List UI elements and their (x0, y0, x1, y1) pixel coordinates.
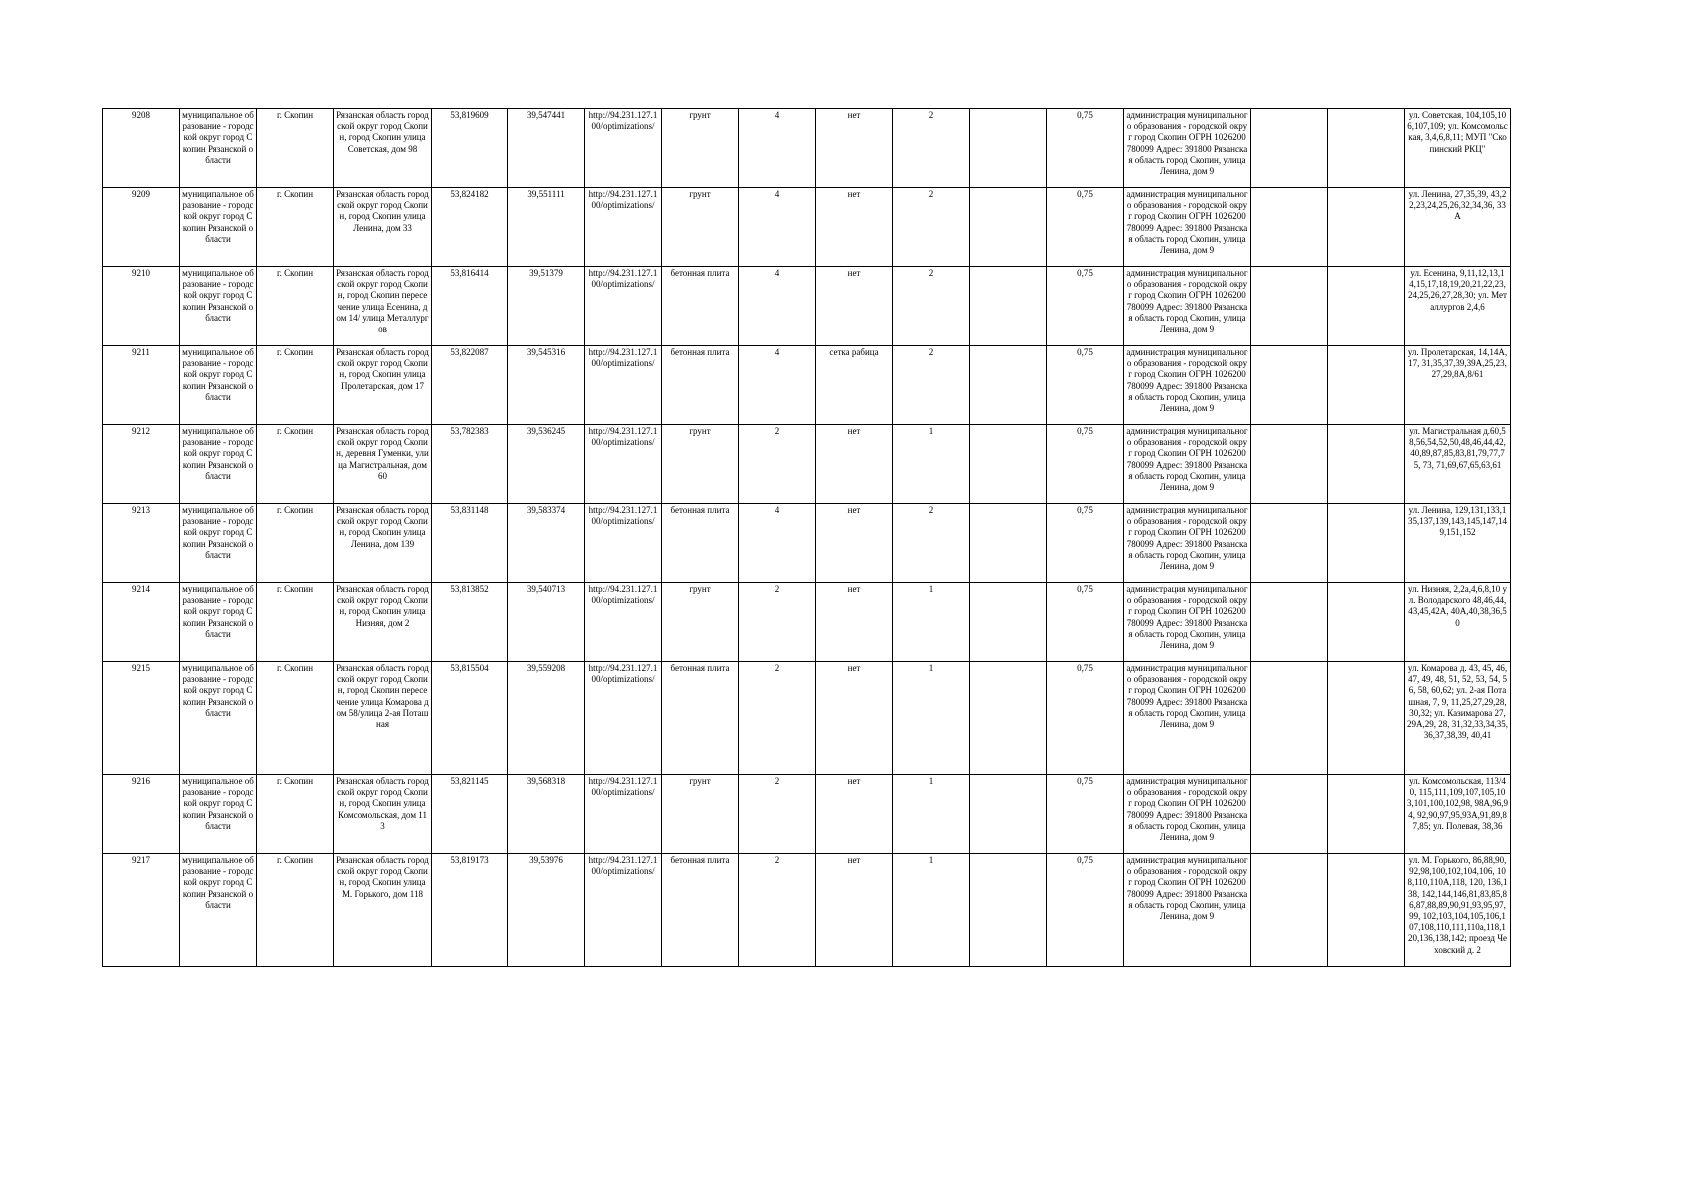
table-row (103, 583, 1511, 662)
link-cell: http://94.231.127.100/optimizations/ (585, 346, 662, 425)
latitude-cell: 53,821145 (432, 775, 508, 854)
town-cell: г. Скопин (257, 775, 334, 854)
operator-cell: администрация муниципального образования - городской округ город Скопин ОГРН 1026200780099 Адрес: 391800 Рязанская область город Скопин, улица Ленина, дом 9 (1124, 504, 1251, 583)
location-cell: Рязанская область городской округ город Скопин, город Скопин пересечение улица Комарова дом 58/улица 2-ая Поташная (334, 662, 432, 775)
longitude-cell: 39,545316 (508, 346, 585, 425)
location-cell: Рязанская область городской округ город Скопин, город Скопин улица Советская, дом 98 (334, 109, 432, 188)
sources-cell: ул. Ленина, 129,131,133,135,137,139,143,145,147,149,151,152 (1405, 504, 1511, 583)
area-cell: 4 (739, 188, 816, 267)
location-cell: Рязанская область городской округ город Скопин, город Скопин улица Ленина, дом 33 (334, 188, 432, 267)
sources-cell: ул. М. Горького, 86,88,90,92,98,100,102,104,106, 108,110,110А,118, 120, 136,138, 142,144,146,81,83,85,86,87,88,89,90,91,93,95,97,99, 102,103,104,105,106,107,108,110,111,110а,118,120,136,138,142; проезд Чеховский д. 2 (1405, 854, 1511, 967)
table-row (103, 775, 1511, 854)
table-row (103, 425, 1511, 504)
row-id-cell: 9214 (103, 583, 180, 662)
area-cell: 4 (739, 267, 816, 346)
blank-cell-1 (1251, 425, 1328, 504)
blank-cell-2 (1328, 583, 1405, 662)
operator-cell: администрация муниципального образования - городской округ город Скопин ОГРН 1026200780099 Адрес: 391800 Рязанская область город Скопин, улица Ленина, дом 9 (1124, 662, 1251, 775)
town-cell: г. Скопин (257, 854, 334, 967)
owner-cell: муниципальное образование - городской округ город Скопин Рязанской области (180, 854, 257, 967)
owner-cell: муниципальное образование - городской округ город Скопин Рязанской области (180, 504, 257, 583)
registry-table (102, 108, 1511, 967)
blank-cell-2 (1328, 346, 1405, 425)
surface-cell: бетонная плита (662, 662, 739, 775)
sources-cell: ул. Пролетарская, 14,14А,17, 31,35,37,39,39А,25,23,27,29,8А,8/61 (1405, 346, 1511, 425)
surface-cell: грунт (662, 775, 739, 854)
owner-cell: муниципальное образование - городской округ город Скопин Рязанской области (180, 662, 257, 775)
operator-cell: администрация муниципального образования - городской округ город Скопин ОГРН 1026200780099 Адрес: 391800 Рязанская область город Скопин, улица Ленина, дом 9 (1124, 109, 1251, 188)
area-cell: 2 (739, 854, 816, 967)
area-cell: 2 (739, 425, 816, 504)
latitude-cell: 53,813852 (432, 583, 508, 662)
owner-cell: муниципальное образование - городской округ город Скопин Рязанской области (180, 267, 257, 346)
sources-cell: ул. Низняя, 2,2а,4,6,8,10 ул. Володарского 48,46,44,43,45,42А, 40А,40,38,36,50 (1405, 583, 1511, 662)
owner-cell: муниципальное образование - городской округ город Скопин Рязанской области (180, 583, 257, 662)
link-cell: http://94.231.127.100/optimizations/ (585, 425, 662, 504)
longitude-cell: 39,583374 (508, 504, 585, 583)
longitude-cell: 39,547441 (508, 109, 585, 188)
location-cell: Рязанская область городской округ город Скопин, город Скопин улица Ленина, дом 139 (334, 504, 432, 583)
area-cell: 4 (739, 109, 816, 188)
registry-rows (103, 109, 1511, 967)
fence-cell: нет (816, 109, 893, 188)
extra-cell (970, 583, 1047, 662)
blank-cell-2 (1328, 854, 1405, 967)
fence-cell: нет (816, 504, 893, 583)
owner-cell: муниципальное образование - городской округ город Скопин Рязанской области (180, 188, 257, 267)
row-id-cell: 9213 (103, 504, 180, 583)
table-row (103, 662, 1511, 775)
row-id-cell: 9209 (103, 188, 180, 267)
operator-cell: администрация муниципального образования - городской округ город Скопин ОГРН 1026200780099 Адрес: 391800 Рязанская область город Скопин, улица Ленина, дом 9 (1124, 775, 1251, 854)
link-cell: http://94.231.127.100/optimizations/ (585, 504, 662, 583)
containers-cell: 2 (893, 346, 970, 425)
surface-cell: грунт (662, 425, 739, 504)
latitude-cell: 53,819609 (432, 109, 508, 188)
extra-cell (970, 188, 1047, 267)
blank-cell-1 (1251, 109, 1328, 188)
location-cell: Рязанская область городской округ город Скопин, город Скопин улица Низняя, дом 2 (334, 583, 432, 662)
surface-cell: бетонная плита (662, 504, 739, 583)
owner-cell: муниципальное образование - городской округ город Скопин Рязанской области (180, 775, 257, 854)
location-cell: Рязанская область городской округ город Скопин, город Скопин улица М. Горького, дом 118 (334, 854, 432, 967)
link-cell: http://94.231.127.100/optimizations/ (585, 583, 662, 662)
blank-cell-1 (1251, 188, 1328, 267)
blank-cell-2 (1328, 775, 1405, 854)
table-row (103, 267, 1511, 346)
town-cell: г. Скопин (257, 583, 334, 662)
location-cell: Рязанская область городской округ город Скопин, деревня Гуменки, улица Магистральная, дом 60 (334, 425, 432, 504)
fence-cell: нет (816, 583, 893, 662)
blank-cell-1 (1251, 267, 1328, 346)
volume-cell: 0,75 (1047, 583, 1124, 662)
fence-cell: нет (816, 188, 893, 267)
sources-cell: ул. Ленина, 27,35,39, 43,22,23,24,25,26,32,34,36, 33А (1405, 188, 1511, 267)
blank-cell-1 (1251, 854, 1328, 967)
operator-cell: администрация муниципального образования - городской округ город Скопин ОГРН 1026200780099 Адрес: 391800 Рязанская область город Скопин, улица Ленина, дом 9 (1124, 188, 1251, 267)
blank-cell-2 (1328, 662, 1405, 775)
owner-cell: муниципальное образование - городской округ город Скопин Рязанской области (180, 425, 257, 504)
longitude-cell: 39,559208 (508, 662, 585, 775)
surface-cell: грунт (662, 188, 739, 267)
blank-cell-1 (1251, 662, 1328, 775)
link-cell: http://94.231.127.100/optimizations/ (585, 854, 662, 967)
area-cell: 4 (739, 346, 816, 425)
sources-cell: ул. Магистральная д.60,58,56,54,52,50,48,46,44,42, 40,89,87,85,83,81,79,77,75, 73, 71,69,67,65,63,61 (1405, 425, 1511, 504)
extra-cell (970, 504, 1047, 583)
blank-cell-1 (1251, 775, 1328, 854)
containers-cell: 2 (893, 188, 970, 267)
sources-cell: ул. Советская, 104,105,106,107,109; ул. Комсомольская, 3,4,6,8,11; МУП "Скопинский РКЦ" (1405, 109, 1511, 188)
operator-cell: администрация муниципального образования - городской округ город Скопин ОГРН 1026200780099 Адрес: 391800 Рязанская область город Скопин, улица Ленина, дом 9 (1124, 854, 1251, 967)
latitude-cell: 53,831148 (432, 504, 508, 583)
link-cell: http://94.231.127.100/optimizations/ (585, 662, 662, 775)
row-id-cell: 9208 (103, 109, 180, 188)
table-row (103, 854, 1511, 967)
blank-cell-1 (1251, 504, 1328, 583)
latitude-cell: 53,822087 (432, 346, 508, 425)
town-cell: г. Скопин (257, 109, 334, 188)
link-cell: http://94.231.127.100/optimizations/ (585, 267, 662, 346)
longitude-cell: 39,551111 (508, 188, 585, 267)
surface-cell: грунт (662, 583, 739, 662)
latitude-cell: 53,782383 (432, 425, 508, 504)
area-cell: 4 (739, 504, 816, 583)
volume-cell: 0,75 (1047, 854, 1124, 967)
containers-cell: 2 (893, 109, 970, 188)
volume-cell: 0,75 (1047, 267, 1124, 346)
area-cell: 2 (739, 662, 816, 775)
blank-cell-1 (1251, 583, 1328, 662)
volume-cell: 0,75 (1047, 346, 1124, 425)
surface-cell: бетонная плита (662, 854, 739, 967)
owner-cell: муниципальное образование - городской округ город Скопин Рязанской области (180, 346, 257, 425)
link-cell: http://94.231.127.100/optimizations/ (585, 188, 662, 267)
town-cell: г. Скопин (257, 346, 334, 425)
blank-cell-2 (1328, 504, 1405, 583)
town-cell: г. Скопин (257, 267, 334, 346)
volume-cell: 0,75 (1047, 775, 1124, 854)
volume-cell: 0,75 (1047, 425, 1124, 504)
area-cell: 2 (739, 775, 816, 854)
link-cell: http://94.231.127.100/optimizations/ (585, 775, 662, 854)
operator-cell: администрация муниципального образования - городской округ город Скопин ОГРН 1026200780099 Адрес: 391800 Рязанская область город Скопин, улица Ленина, дом 9 (1124, 346, 1251, 425)
extra-cell (970, 109, 1047, 188)
table-row (103, 346, 1511, 425)
containers-cell: 2 (893, 504, 970, 583)
operator-cell: администрация муниципального образования - городской округ город Скопин ОГРН 1026200780099 Адрес: 391800 Рязанская область город Скопин, улица Ленина, дом 9 (1124, 583, 1251, 662)
sources-cell: ул. Комсомольская, 113/40, 115,111,109,107,105,103,101,100,102,98, 98А,96,94, 92,90,97,95,93А,91,89,87,85; ул. Полевая, 38,36 (1405, 775, 1511, 854)
table-row (103, 109, 1511, 188)
row-id-cell: 9212 (103, 425, 180, 504)
operator-cell: администрация муниципального образования - городской округ город Скопин ОГРН 1026200780099 Адрес: 391800 Рязанская область город Скопин, улица Ленина, дом 9 (1124, 267, 1251, 346)
volume-cell: 0,75 (1047, 109, 1124, 188)
longitude-cell: 39,53976 (508, 854, 585, 967)
owner-cell: муниципальное образование - городской округ город Скопин Рязанской области (180, 109, 257, 188)
blank-cell-2 (1328, 109, 1405, 188)
latitude-cell: 53,816414 (432, 267, 508, 346)
containers-cell: 1 (893, 425, 970, 504)
sources-cell: ул. Комарова д. 43, 45, 46, 47, 49, 48, 51, 52, 53, 54, 56, 58, 60,62; ул. 2-ая Поташная, 7, 9, 11,25,27,29,28,30,32; ул. Казимарова 27,29А,29, 28, 31,32,33,34,35,36,37,38,39, 40,41 (1405, 662, 1511, 775)
containers-cell: 1 (893, 583, 970, 662)
table-row (103, 188, 1511, 267)
latitude-cell: 53,815504 (432, 662, 508, 775)
volume-cell: 0,75 (1047, 188, 1124, 267)
location-cell: Рязанская область городской округ город Скопин, город Скопин улица Пролетарская, дом 17 (334, 346, 432, 425)
surface-cell: грунт (662, 109, 739, 188)
extra-cell (970, 267, 1047, 346)
row-id-cell: 9211 (103, 346, 180, 425)
containers-cell: 1 (893, 662, 970, 775)
row-id-cell: 9210 (103, 267, 180, 346)
extra-cell (970, 662, 1047, 775)
location-cell: Рязанская область городской округ город Скопин, город Скопин пересечение улица Есенина, дом 14/ улица Металлургов (334, 267, 432, 346)
fence-cell: нет (816, 854, 893, 967)
row-id-cell: 9217 (103, 854, 180, 967)
extra-cell (970, 775, 1047, 854)
town-cell: г. Скопин (257, 188, 334, 267)
town-cell: г. Скопин (257, 504, 334, 583)
row-id-cell: 9216 (103, 775, 180, 854)
blank-cell-2 (1328, 425, 1405, 504)
latitude-cell: 53,824182 (432, 188, 508, 267)
town-cell: г. Скопин (257, 425, 334, 504)
town-cell: г. Скопин (257, 662, 334, 775)
fence-cell: нет (816, 662, 893, 775)
surface-cell: бетонная плита (662, 267, 739, 346)
containers-cell: 2 (893, 267, 970, 346)
longitude-cell: 39,540713 (508, 583, 585, 662)
containers-cell: 1 (893, 775, 970, 854)
latitude-cell: 53,819173 (432, 854, 508, 967)
fence-cell: нет (816, 267, 893, 346)
containers-cell: 1 (893, 854, 970, 967)
link-cell: http://94.231.127.100/optimizations/ (585, 109, 662, 188)
extra-cell (970, 346, 1047, 425)
longitude-cell: 39,51379 (508, 267, 585, 346)
blank-cell-2 (1328, 267, 1405, 346)
area-cell: 2 (739, 583, 816, 662)
blank-cell-2 (1328, 188, 1405, 267)
fence-cell: нет (816, 425, 893, 504)
extra-cell (970, 425, 1047, 504)
volume-cell: 0,75 (1047, 662, 1124, 775)
surface-cell: бетонная плита (662, 346, 739, 425)
volume-cell: 0,75 (1047, 504, 1124, 583)
row-id-cell: 9215 (103, 662, 180, 775)
fence-cell: сетка рабица (816, 346, 893, 425)
operator-cell: администрация муниципального образования - городской округ город Скопин ОГРН 1026200780099 Адрес: 391800 Рязанская область город Скопин, улица Ленина, дом 9 (1124, 425, 1251, 504)
blank-cell-1 (1251, 346, 1328, 425)
extra-cell (970, 854, 1047, 967)
sources-cell: ул. Есенина, 9,11,12,13,14,15,17,18,19,20,21,22,23,24,25,26,27,28,30; ул. Металлургов 2,4,6 (1405, 267, 1511, 346)
fence-cell: нет (816, 775, 893, 854)
longitude-cell: 39,568318 (508, 775, 585, 854)
location-cell: Рязанская область городской округ город Скопин, город Скопин улица Комсомольская, дом 113 (334, 775, 432, 854)
longitude-cell: 39,536245 (508, 425, 585, 504)
table-row (103, 504, 1511, 583)
